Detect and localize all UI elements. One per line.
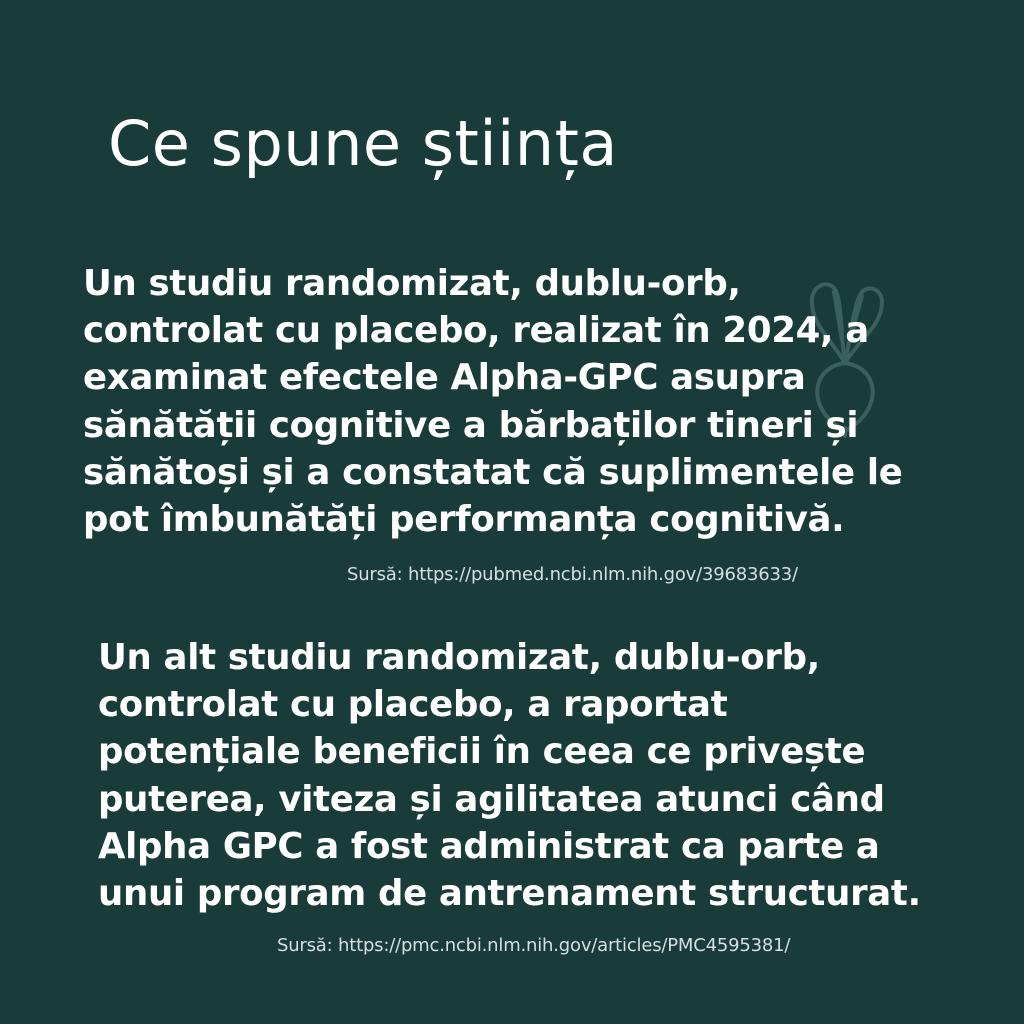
study-1-line: pot îmbunătăți performanța cognitivă. bbox=[83, 499, 845, 541]
study-1-text bbox=[83, 260, 902, 543]
study-2-line: potențiale beneficii în ceea ce privește bbox=[98, 731, 866, 773]
study-2-line: puterea, viteza și agilitatea atunci când bbox=[98, 778, 885, 820]
study-1-line: Un studiu randomizat, dublu-orb, bbox=[83, 263, 741, 304]
study-2-line: unui program de antrenament structurat. bbox=[98, 873, 921, 915]
study-2-text bbox=[98, 634, 921, 917]
study-2-source: Sursă: https://pmc.ncbi.nlm.nih.gov/articles/PMC4595381/ bbox=[277, 935, 791, 956]
page-title: Ce spune știința bbox=[108, 107, 618, 180]
study-1-line: controlat cu placebo, realizat în 2024, a bbox=[83, 310, 869, 352]
study-2-line: controlat cu placebo, a raportat bbox=[98, 684, 728, 726]
study-1-line: sănătoși și a constatat că suplimentele le bbox=[83, 451, 903, 493]
study-1-line: sănătății cognitive a bărbaților tineri și bbox=[83, 404, 859, 446]
study-1-line: examinat efectele Alpha-GPC asupra bbox=[83, 357, 806, 399]
study-2-line: Un alt studiu randomizat, dublu-orb, bbox=[98, 637, 820, 678]
study-1-source: Sursă: https://pubmed.ncbi.nlm.nih.gov/39683633/ bbox=[347, 564, 798, 585]
study-2-line: Alpha GPC a fost administrat ca parte a bbox=[98, 825, 880, 867]
